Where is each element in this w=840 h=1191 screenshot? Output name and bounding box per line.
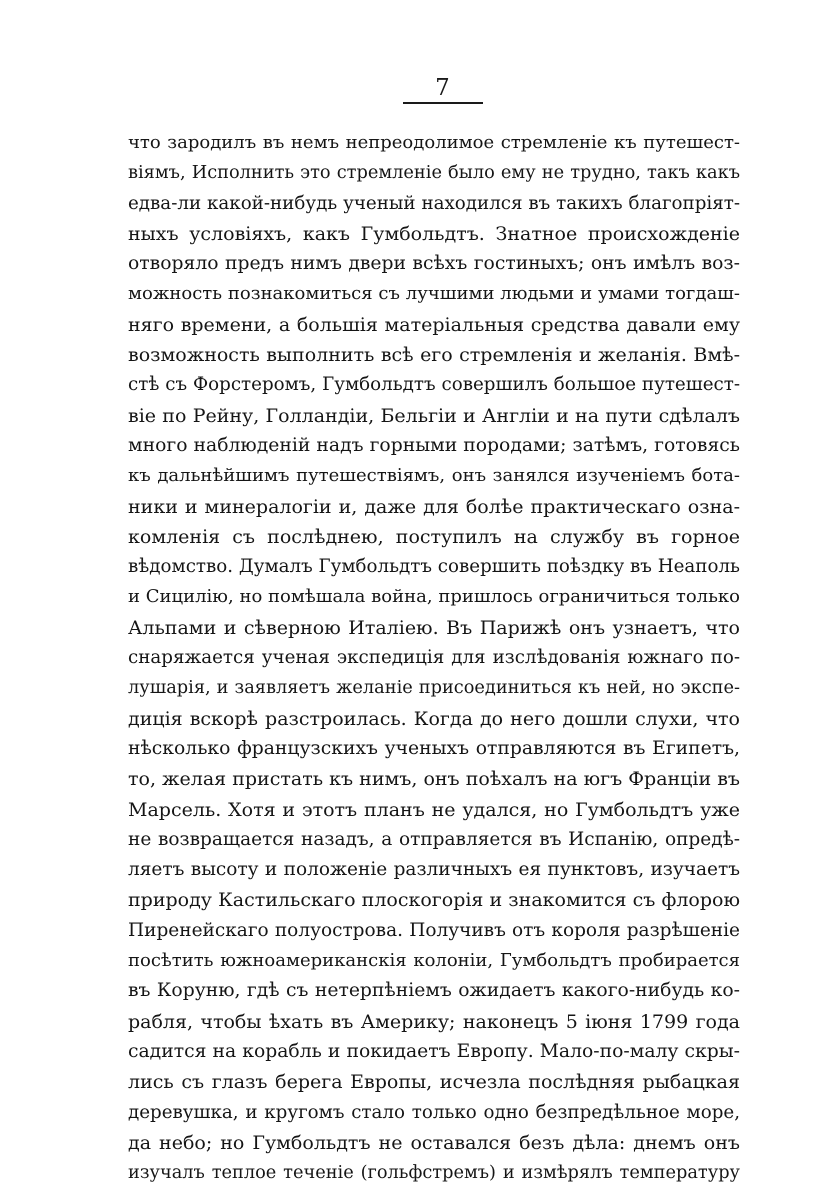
text-line: деревушка, и кругомъ стало только одно безпредѣльное море, — [128, 1101, 740, 1123]
text-line: отворяло предъ нимъ двери всѣхъ гостиныхъ; онъ имѣлъ воз- — [128, 253, 740, 275]
text-line: ляетъ высоту и положеніе различныхъ ея пунктовъ, изучаетъ — [128, 859, 740, 881]
text-line: посѣтить южноамериканскія колоніи, Гумбольдтъ пробирается — [128, 950, 740, 972]
text-line: ники и минералогіи и, даже для болѣе практическаго озна- — [128, 495, 740, 518]
text-line: Альпами и сѣверною Италіею. Въ Парижѣ онъ узнаетъ, что — [128, 616, 740, 639]
text-line: къ дальнѣйшимъ путешествіямъ, онъ занялся изученіемъ бота- — [128, 465, 740, 487]
page-header — [398, 76, 488, 104]
text-line: ныхъ условіяхъ, какъ Гумбольдтъ. Знатное происхожденіе — [128, 222, 740, 245]
text-line: комленія съ послѣднею, поступилъ на службу въ горное — [128, 525, 740, 548]
page-number-rule — [403, 102, 483, 104]
text-line: возможность выполнить всѣ его стремленія и желанія. Вмѣ- — [128, 344, 740, 367]
text-line: въ Коруню, гдѣ съ нетерпѣніемъ ожидаетъ какого-нибудь ко- — [128, 980, 740, 1002]
text-line: лись съ глазъ берега Европы, исчезла послѣдняя рыбацкая — [128, 1071, 740, 1094]
text-line: и Сицилію, но помѣшала война, пришлось ограничиться только — [128, 586, 740, 608]
text-line: садится на корабль и покидаетъ Европу. Мало-по-малу скры- — [128, 1040, 740, 1062]
body-text — [128, 128, 740, 1188]
text-line: віе по Рейну, Голландіи, Бельгіи и Англіи и на пути сдѣлалъ — [128, 404, 740, 427]
text-line: вѣдомство. Думалъ Гумбольдтъ совершить поѣздку въ Неаполь — [128, 556, 740, 578]
text-line: няго времени, а большія матеріальныя средства давали ему — [128, 313, 740, 336]
text-line: изучалъ теплое теченіе (гольфстремъ) и измѣрялъ температуру — [128, 1163, 740, 1184]
text-line: стѣ съ Форстеромъ, Гумбольдтъ совершилъ большое путешест- — [128, 374, 740, 396]
page-number: 7 — [435, 75, 451, 101]
text-line: Марсель. Хотя и этотъ планъ не удался, но Гумбольдтъ уже — [128, 798, 740, 821]
text-line: природу Кастильскаго плоскогорія и знакомится съ флорою — [128, 889, 740, 912]
text-line: да небо; но Гумбольдтъ не оставался безъ дѣла: днемъ онъ — [128, 1131, 740, 1154]
text-line: Пиренейскаго полуострова. Получивъ отъ короля разрѣшеніе — [128, 919, 740, 941]
text-line: диція вскорѣ разстроилась. Когда до него дошли слухи, что — [128, 707, 740, 730]
text-line: много наблюденій надъ горными породами; затѣмъ, готовясь — [128, 434, 740, 456]
text-line: не возвращается назадъ, а отправляется въ Испанію, опредѣ- — [128, 828, 740, 850]
text-line: снаряжается ученая экспедиція для изслѣдованія южнаго по- — [128, 647, 740, 669]
text-line: рабля, чтобы ѣхать въ Америку; наконецъ 5 іюня 1799 года — [128, 1010, 740, 1033]
text-line: едва-ли какой-нибудь ученый находился въ такихъ благопріят- — [128, 192, 740, 214]
text-line: то, желая пристать къ нимъ, онъ поѣхалъ на югъ Франціи въ — [128, 768, 740, 791]
text-line: что зародилъ въ немъ непреодолимое стремленіе къ путешест- — [128, 132, 740, 153]
text-line: нѣсколько французскихъ ученыхъ отправляются въ Египетъ, — [128, 737, 740, 759]
text-line: лушарія, и заявляетъ желаніе присоединиться къ ней, но экспе- — [128, 678, 740, 699]
text-line: можность познакомиться съ лучшими людьми и умами тогдаш- — [128, 283, 740, 305]
text-line: віямъ, Исполнить это стремленіе было ему не трудно, такъ какъ — [128, 163, 740, 184]
